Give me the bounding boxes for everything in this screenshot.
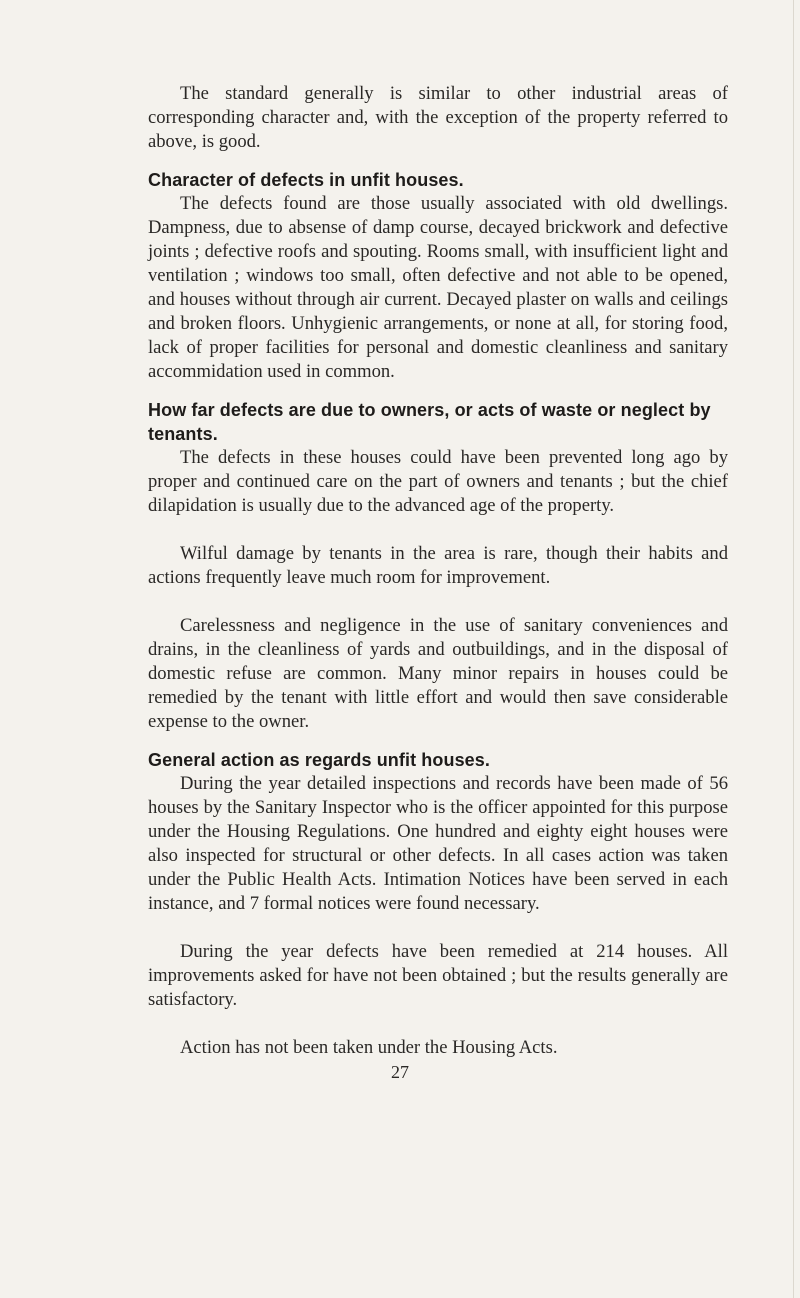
- paragraph-carelessness: Carelessness and negligence in the use of sanitary conveniences and drains, in the cleanliness of yards and outbuildings, and in the disposal of domestic refuse are common. Many minor repairs in houses could be remedied by the tenant with little effort and would then save considerable expense to the owner.: [148, 615, 728, 732]
- paragraph-character-of-defects: The defects found are those usually associated with old dwellings. Dampness, due to absense of damp course, decayed brickwork and defective joints ; defective roofs and spouting. Rooms small, with insufficient light and ventilation ; windows too small, often defective and not able to be opened, and houses without through air current. Decayed plaster on walls and ceilings and broken floors. Unhygienic arrangements, or none at all, for storing food, lack of proper facilities for personal and domestic cleanliness and sanitary accommidation used in common.: [148, 193, 728, 382]
- page-edge-divider: [793, 0, 794, 1298]
- paragraph-wilful-damage: Wilful damage by tenants in the area is rare, though their habits and actions frequently leave much room for improvement.: [148, 543, 728, 588]
- section-heading-character-of-defects: Character of defects in unfit houses.: [148, 170, 464, 190]
- paragraph-defects-remedied: During the year defects have been remedied at 214 houses. All improvements asked for have not been obtained ; but the results generally are satisfactory.: [148, 941, 728, 1010]
- document-body: [148, 82, 728, 1060]
- section-heading-owners-tenants: How far defects are due to owners, or acts of waste or neglect by tenants.: [148, 400, 711, 444]
- paragraph-housing-acts: Action has not been taken under the Housing Acts.: [180, 1037, 558, 1058]
- paragraph-inspections: During the year detailed inspections and records have been made of 56 houses by the Sanitary Inspector who is the officer appointed for this purpose under the Housing Regulations. One hundred and eighty eight houses were also inspected for structural or other defects. In all cases action was taken under the Public Health Acts. Intimation Notices have been served in each instance, and 7 formal notices were found necessary.: [148, 773, 728, 914]
- paragraph-defects-prevented: The defects in these houses could have been prevented long ago by proper and continued care on the part of owners and tenants ; but the chief dilapidation is usually due to the advanced age of the property.: [148, 447, 728, 516]
- intro-paragraph: The standard generally is similar to other industrial areas of corresponding character and, with the exception of the property referred to above, is good.: [148, 83, 728, 152]
- section-heading-general-action: General action as regards unfit houses.: [148, 750, 490, 770]
- page-number: 27: [391, 1062, 409, 1082]
